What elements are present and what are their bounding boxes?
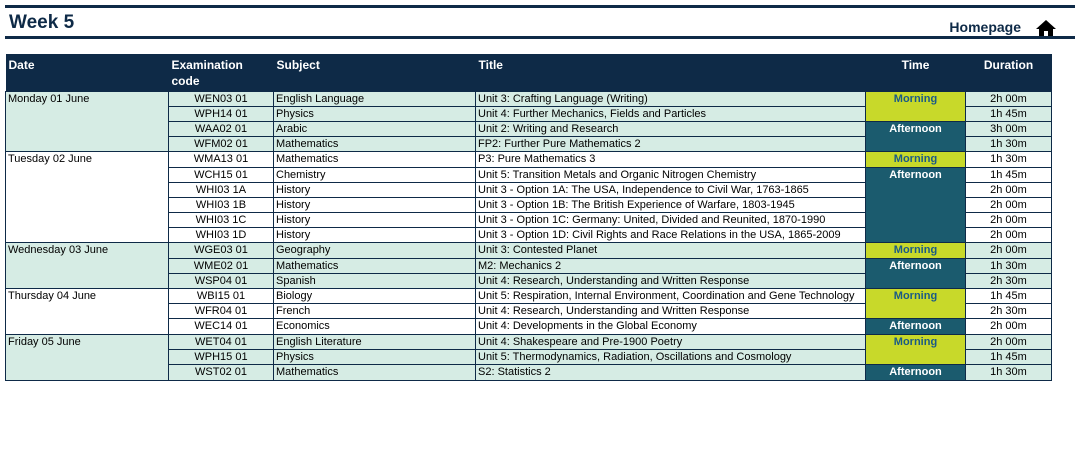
subject: History bbox=[274, 213, 476, 228]
session-label: Morning bbox=[893, 336, 938, 348]
duration: 2h 00m bbox=[966, 228, 1052, 243]
session-morning bbox=[866, 92, 966, 122]
session-label: Afternoon bbox=[889, 366, 942, 378]
duration: 1h 45m bbox=[966, 107, 1052, 122]
exam-code: WHI03 1D bbox=[169, 228, 274, 243]
duration: 2h 30m bbox=[966, 274, 1052, 289]
subject: Mathematics bbox=[274, 137, 476, 152]
title: Unit 3 - Option 1B: The British Experience of Warfare, 1803-1945 bbox=[476, 198, 866, 213]
title: Unit 4: Further Mechanics, Fields and Particles bbox=[476, 107, 866, 122]
duration: 2h 00m bbox=[966, 243, 1052, 259]
duration: 3h 00m bbox=[966, 122, 1052, 137]
title-bar bbox=[5, 8, 1075, 36]
exam-code: WHI03 1C bbox=[169, 213, 274, 228]
table-row bbox=[6, 335, 1052, 350]
title: Unit 3: Crafting Language (Writing) bbox=[476, 92, 866, 107]
session-label: Afternoon bbox=[889, 260, 942, 272]
exam-code: WMA13 01 bbox=[169, 152, 274, 168]
session-morning bbox=[866, 289, 966, 319]
subject: Biology bbox=[274, 289, 476, 304]
title: Unit 4: Research, Understanding and Written Response bbox=[476, 304, 866, 319]
table-header-row bbox=[6, 54, 1052, 92]
header-bottom-rule bbox=[5, 36, 1075, 39]
duration: 1h 45m bbox=[966, 168, 1052, 183]
subject: Mathematics bbox=[274, 152, 476, 168]
title: Unit 2: Writing and Research bbox=[476, 122, 866, 137]
session-afternoon bbox=[866, 122, 966, 152]
page-title: Week 5 bbox=[9, 12, 75, 33]
subject: English Language bbox=[274, 92, 476, 107]
exam-code: WFM02 01 bbox=[169, 137, 274, 152]
day-cell: Friday 05 June bbox=[6, 335, 169, 381]
exam-code: WAA02 01 bbox=[169, 122, 274, 137]
homepage-link[interactable]: Homepage bbox=[949, 19, 1021, 35]
title: Unit 3: Contested Planet bbox=[476, 243, 866, 259]
exam-code: WCH15 01 bbox=[169, 168, 274, 183]
title: Unit 3 - Option 1D: Civil Rights and Race Relations in the USA, 1865-2009 bbox=[476, 228, 866, 243]
session-afternoon bbox=[866, 365, 966, 381]
session-label: Afternoon bbox=[889, 320, 942, 332]
subject: History bbox=[274, 198, 476, 213]
session-label: Morning bbox=[893, 153, 938, 165]
title: Unit 3 - Option 1A: The USA, Independence to Civil War, 1763-1865 bbox=[476, 183, 866, 198]
duration: 2h 00m bbox=[966, 198, 1052, 213]
duration: 2h 30m bbox=[966, 304, 1052, 319]
duration: 1h 30m bbox=[966, 152, 1052, 168]
title: Unit 4: Developments in the Global Economy bbox=[476, 319, 866, 335]
title: M2: Mechanics 2 bbox=[476, 259, 866, 274]
title: FP2: Further Pure Mathematics 2 bbox=[476, 137, 866, 152]
day-cell: Monday 01 June bbox=[6, 92, 169, 152]
subject: English Literature bbox=[274, 335, 476, 350]
session-label: Morning bbox=[893, 244, 938, 256]
duration: 2h 00m bbox=[966, 335, 1052, 350]
session-label: Morning bbox=[893, 290, 938, 302]
duration: 2h 00m bbox=[966, 92, 1052, 107]
table-row bbox=[6, 152, 1052, 168]
subject: History bbox=[274, 228, 476, 243]
subject: French bbox=[274, 304, 476, 319]
day-cell: Tuesday 02 June bbox=[6, 152, 169, 243]
duration: 1h 45m bbox=[966, 289, 1052, 304]
exam-code: WET04 01 bbox=[169, 335, 274, 350]
col-header-date: Date bbox=[6, 54, 169, 92]
exam-code: WBI15 01 bbox=[169, 289, 274, 304]
session-afternoon bbox=[866, 168, 966, 243]
subject: Mathematics bbox=[274, 365, 476, 381]
subject: Geography bbox=[274, 243, 476, 259]
duration: 1h 30m bbox=[966, 365, 1052, 381]
duration: 1h 30m bbox=[966, 137, 1052, 152]
session-label: Morning bbox=[893, 93, 938, 105]
session-label: Afternoon bbox=[889, 169, 942, 181]
duration: 2h 00m bbox=[966, 213, 1052, 228]
title: Unit 5: Transition Metals and Organic Nitrogen Chemistry bbox=[476, 168, 866, 183]
duration: 1h 30m bbox=[966, 259, 1052, 274]
subject: Mathematics bbox=[274, 259, 476, 274]
exam-code: WME02 01 bbox=[169, 259, 274, 274]
session-afternoon bbox=[866, 319, 966, 335]
exam-code: WST02 01 bbox=[169, 365, 274, 381]
subject: Arabic bbox=[274, 122, 476, 137]
col-header-subject: Subject bbox=[274, 54, 476, 92]
subject: Chemistry bbox=[274, 168, 476, 183]
day-cell: Wednesday 03 June bbox=[6, 243, 169, 289]
session-morning bbox=[866, 335, 966, 365]
exam-code: WGE03 01 bbox=[169, 243, 274, 259]
subject: Spanish bbox=[274, 274, 476, 289]
duration: 2h 00m bbox=[966, 183, 1052, 198]
col-header-time: Time bbox=[866, 54, 966, 92]
exam-code: WPH14 01 bbox=[169, 107, 274, 122]
subject: History bbox=[274, 183, 476, 198]
exam-code: WHI03 1A bbox=[169, 183, 274, 198]
subject: Physics bbox=[274, 107, 476, 122]
title: Unit 5: Thermodynamics, Radiation, Oscillations and Cosmology bbox=[476, 350, 866, 365]
exam-code: WHI03 1B bbox=[169, 198, 274, 213]
duration: 2h 00m bbox=[966, 319, 1052, 335]
day-cell: Thursday 04 June bbox=[6, 289, 169, 335]
subject: Physics bbox=[274, 350, 476, 365]
col-header-duration: Duration bbox=[966, 54, 1052, 92]
title: Unit 5: Respiration, Internal Environment, Coordination and Gene Technology bbox=[476, 289, 866, 304]
session-afternoon bbox=[866, 259, 966, 289]
session-morning bbox=[866, 243, 966, 259]
col-header-code: Examination code bbox=[169, 54, 274, 92]
exam-code: WFR04 01 bbox=[169, 304, 274, 319]
title: Unit 4: Shakespeare and Pre-1900 Poetry bbox=[476, 335, 866, 350]
session-label: Afternoon bbox=[889, 123, 942, 135]
title: Unit 3 - Option 1C: Germany: United, Divided and Reunited, 1870-1990 bbox=[476, 213, 866, 228]
subject: Economics bbox=[274, 319, 476, 335]
session-morning bbox=[866, 152, 966, 168]
exam-code: WSP04 01 bbox=[169, 274, 274, 289]
title: P3: Pure Mathematics 3 bbox=[476, 152, 866, 168]
exam-code: WEC14 01 bbox=[169, 319, 274, 335]
title: Unit 4: Research, Understanding and Written Response bbox=[476, 274, 866, 289]
title: S2: Statistics 2 bbox=[476, 365, 866, 381]
exam-code: WPH15 01 bbox=[169, 350, 274, 365]
duration: 1h 45m bbox=[966, 350, 1052, 365]
exam-code: WEN03 01 bbox=[169, 92, 274, 107]
table-row bbox=[6, 92, 1052, 107]
timetable bbox=[5, 54, 1052, 381]
table-row bbox=[6, 243, 1052, 259]
table-row bbox=[6, 289, 1052, 304]
col-header-title: Title bbox=[476, 54, 866, 92]
